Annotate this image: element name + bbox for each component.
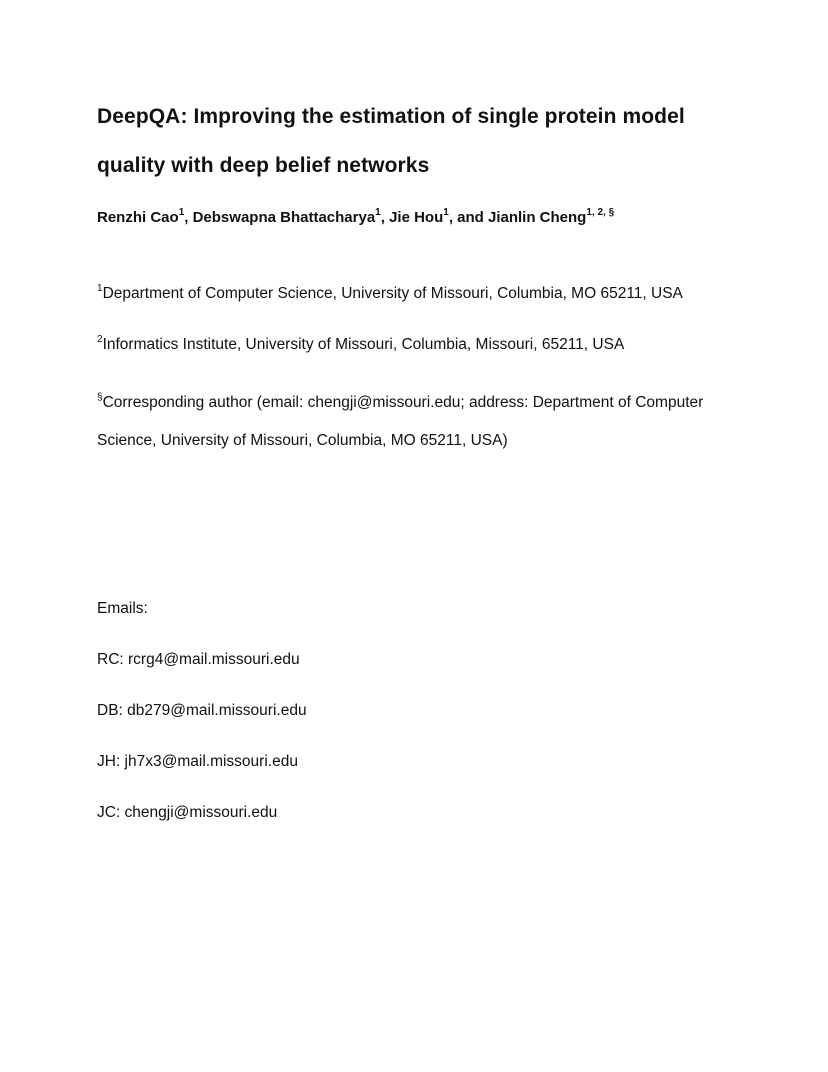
- corresponding-author-note: [97, 384, 737, 460]
- author-affiliation-mark: 1: [443, 207, 449, 218]
- affiliation: [97, 333, 625, 354]
- author-separator: ,: [184, 209, 193, 226]
- email-entry: JH: jh7x3@mail.missouri.edu: [97, 753, 298, 770]
- author-separator: , and: [448, 209, 488, 226]
- author-name: Jie Hou: [389, 209, 444, 226]
- affiliation: [97, 282, 683, 303]
- author-separator: ,: [380, 209, 390, 226]
- corresponding-text: Corresponding author (email: chengji@missouri.edu; address: Department of Computer Science, University of Missouri, Columbia, MO 65211, USA): [97, 394, 704, 449]
- author-affiliation-mark: 1: [375, 207, 381, 218]
- paper-title: DeepQA: Improving the estimation of single protein model quality with deep belief networks: [97, 105, 685, 177]
- emails-heading: Emails:: [97, 600, 148, 617]
- author-affiliation-mark: 1, 2, §: [586, 207, 615, 218]
- author-affiliation-mark: 1: [178, 207, 185, 218]
- affiliation-text: Department of Computer Science, University of Missouri, Columbia, MO 65211, USA: [102, 285, 683, 302]
- email-entry: JC: chengji@missouri.edu: [97, 804, 278, 821]
- author-name: Renzhi Cao: [97, 209, 179, 226]
- email-entry: RC: rcrg4@mail.missouri.edu: [97, 651, 300, 668]
- affiliation-mark: 2: [97, 333, 103, 345]
- email-entry: DB: db279@mail.missouri.edu: [97, 702, 307, 719]
- author-list: [97, 209, 614, 226]
- corresponding-mark: §: [97, 391, 103, 403]
- affiliation-mark: 1: [97, 282, 103, 294]
- affiliation-text: Informatics Institute, University of Missouri, Columbia, Missouri, 65211, USA: [102, 336, 625, 353]
- author-name: Jianlin Cheng: [488, 209, 587, 226]
- author-name: Debswapna Bhattacharya: [192, 209, 376, 226]
